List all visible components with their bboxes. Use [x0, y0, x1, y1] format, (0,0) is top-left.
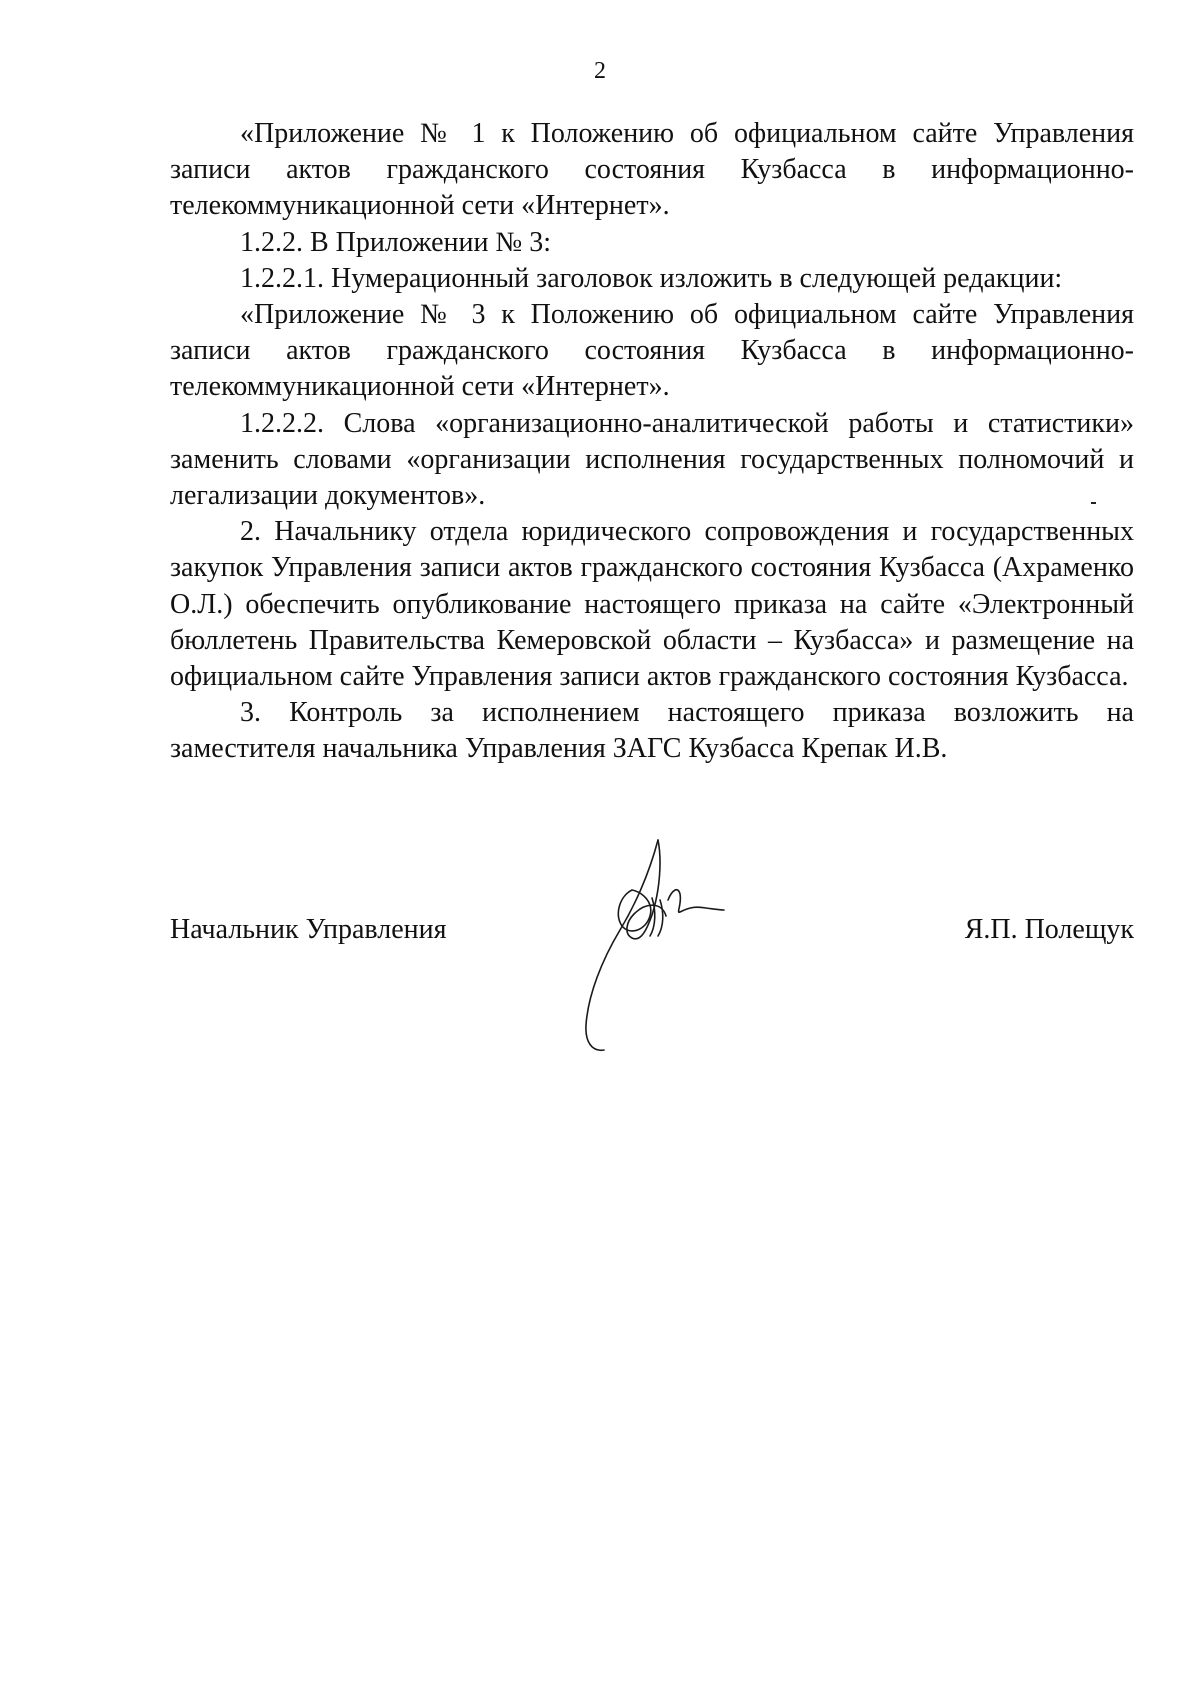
paragraph-item-3: 3. Контроль за исполнением настоящего приказа возложить на заместителя начальника Управления ЗАГС Кузбасса Крепак И.В.: [170, 697, 1134, 765]
paragraph-appendix-1-heading: «Приложение № 1 к Положению об официальном сайте Управления записи актов гражданского состояния Кузбасса в информационно-телекоммуникационной сети «Интернет».: [170, 118, 1134, 222]
paragraph-1-2-2-1: 1.2.2.1. Нумерационный заголовок изложить в следующей редакции:: [240, 262, 1063, 294]
paragraph-1-2-2-2: 1.2.2.2. Слова «организационно-аналитической работы и статистики» заменить словами «организации исполнения государственных полномочий и легализации документов».: [170, 407, 1134, 512]
document-body: [170, 116, 1134, 768]
signatory-title: Начальник Управления: [170, 914, 447, 945]
signatory-name: Я.П. Полещук: [964, 914, 1134, 945]
scan-artifact-dot: [1091, 502, 1096, 504]
page-number: 2: [594, 58, 606, 84]
handwritten-signature: [580, 830, 760, 1055]
paragraph-appendix-3-heading: «Приложение № 3 к Положению об официальном сайте Управления записи актов гражданского состояния Кузбасса в информационно-телекоммуникационной сети «Интернет».: [170, 299, 1134, 403]
paragraph-item-2: 2. Начальнику отдела юридического сопровождения и государственных закупок Управления записи актов гражданского состояния Кузбасса (Ахраменко О.Л.) обеспечить опубликование настоящего приказа на сайте «Электронный бюллетень Правительства Кемеровской области – Кузбасса» и размещение на официальном сайте Управления записи актов гражданского состояния Кузбасса.: [170, 516, 1134, 693]
paragraph-1-2-2: 1.2.2. В Приложении № 3:: [240, 226, 552, 258]
